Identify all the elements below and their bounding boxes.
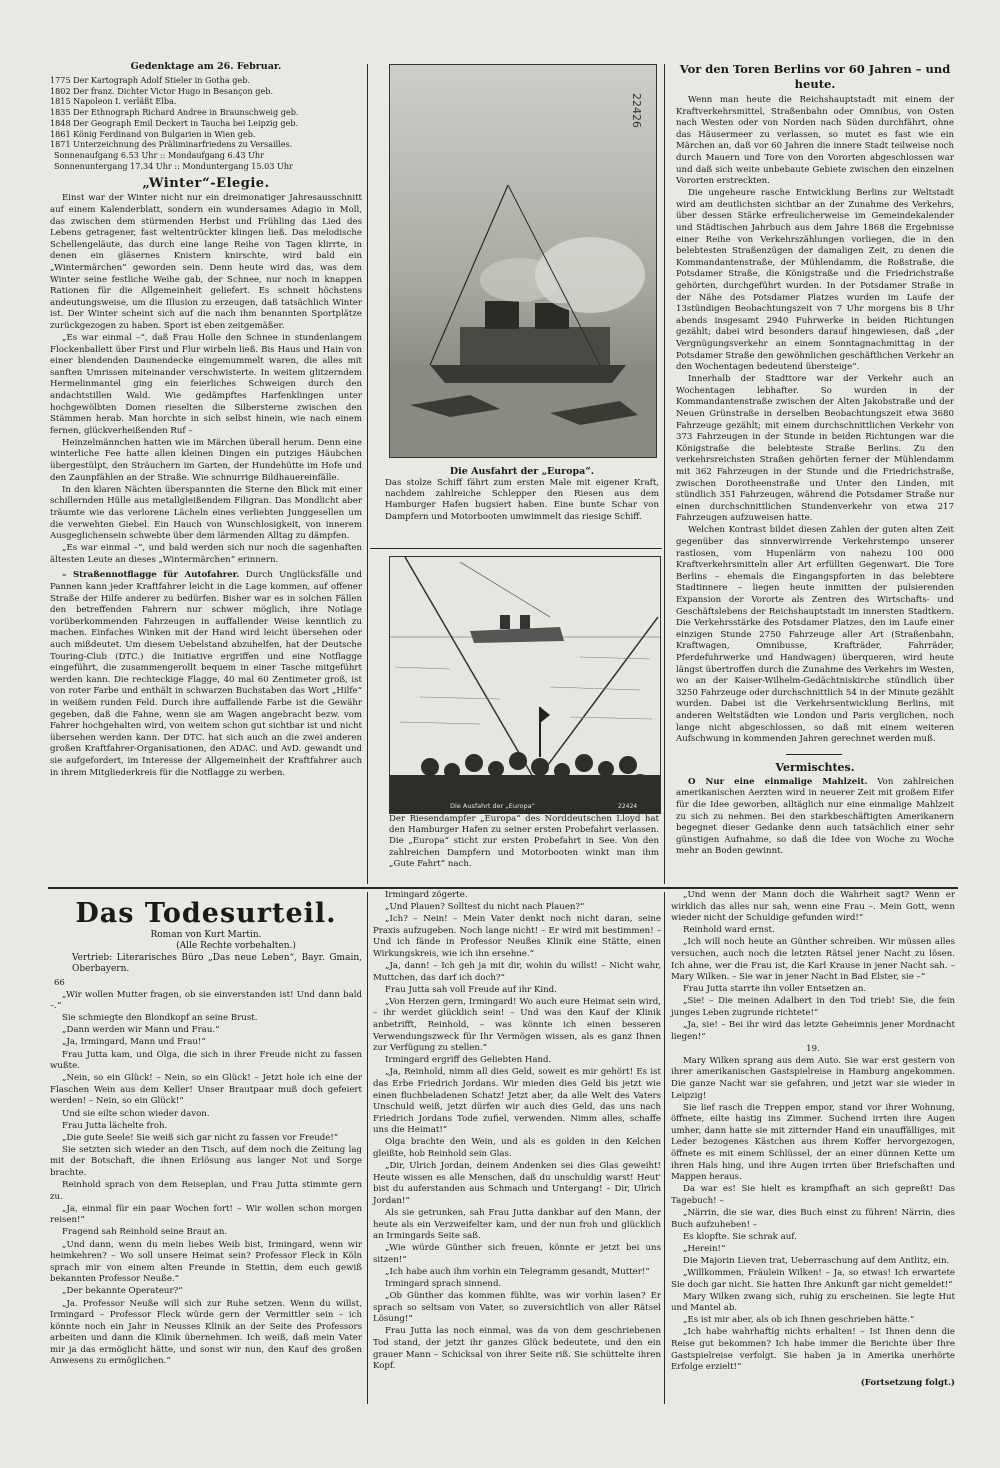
berlin-article-body — [676, 95, 954, 746]
misc-title: Vermischtes. — [775, 760, 855, 774]
winter-paragraph: In den klaren Nächten überspannten die Sterne den Blick mit einer schillernden Hülle aus metallgleißendem Filigran. Das Mondlicht aber träumte wie das verlorene Lächeln eines verliebten Junggesellen um die verwehten Giebel. Ein Hauch von Wunschlosigkeit, von innerem Ausgeglichensein schwebte über dem lärmenden Alltag zu dämpfen. — [50, 484, 362, 542]
middle-divider — [370, 548, 662, 549]
novel-paragraph: Da war es! Sie hielt es krampfhaft an sich gepreßt! Das Tagebuch! – — [671, 1184, 955, 1206]
novel-paragraph: Irmingard zögerte. — [385, 890, 468, 900]
ship-photo — [389, 64, 657, 458]
novel-paragraph: „Ich habe auch ihm vorhin ein Telegramm gesandt, Mutter!“ — [385, 1267, 650, 1277]
novel-title: Das Todesurteil. — [75, 898, 337, 929]
novel-paragraph: 19. — [806, 1043, 820, 1054]
novel-paragraph: Mary Wilken zwang sich, ruhig zu erscheinen. Sie legte Hut und Mantel ab. — [671, 1291, 955, 1314]
berlin-paragraph: Welchen Kontrast bildet diesen Zahlen der guten alten Zeit gegenüber das sinnverwirrende Verkehrstempo unserer rastlosen, vom Hupenlärm von nahezu 100 000 Kraftverkehrsmitteln aller Art erfüllten Gegenwart. Die Tore Berlins – ehemals die Eingangspforten in das belebtere Stadtinnere – liegen heute inmitten der pulsierenden Expansion der Vororte als Zentren des Wirtschafts- und Geschäftslebens der Reichshauptstadt im innersten Stadtkern. Die Verkehrsstärke des Potsdamer Platzes, den im Laufe einer einzigen Stunde 2750 Fahrzeuge aller Art (Straßenbahn, Kraftwagen, Omnibusse, Krafträder, Fahrräder, Pferdefuhrwerke und Handwagen) überqueren, wird heute längst übertroffen durch die Zunahme des Verkehrs im Westen, wo an der Kaiser-Wilhelm-Gedächtniskirche stündlich über 3250 Fahrzeuge oder durchschnittlich 54 in der Minute gezählt wurden. Dabei ist die Verkehrsentwicklung Berlins, mit anderen Weltstädten wie London und Paris verglichen, noch lange nicht abgeschlossen, so daß mit einem weiteren Aufschwung in kommenden Jahren gerechnet werden muß. — [676, 525, 954, 745]
photo-number: 22426 — [630, 93, 643, 128]
novel-paragraph: „Von Herzen gern, Irmingard! Wo auch eure Heimat sein wird, – ihr werdet glücklich sein! – Und was den Kauf der Klinik anbetrifft, Reinhold, – was könnte ich einen besseren Verwendungszweck für Ihr Vermögen wissen, als es ganz Ihnen zur Verfügung zu stellen.“ — [373, 996, 661, 1054]
novel-paragraph: Es klopfte. Sie schrak auf. — [683, 1231, 797, 1242]
novel-paragraph: Frau Jutta starrte ihn voller Entsetzen an. — [683, 984, 867, 995]
berlin-paragraph: Innerhalb der Stadttore war der Verkehr auch an Wochentagen lebhafter. So wurden in der Kommandantenstraße zwischen der Alten Jakobstraße und der Neuen Grünstraße in derselben Beobachtungszeit etwa 3680 Fahrzeuge gezählt; mit einem durchschnittlichen Verkehr von 373 Fahrzeugen in der Stunde in beiden Richtungen war die Königstraße die belebteste Straße Berlins. Zu den verkehrsreichsten Straßen gehörten ferner der Mühlendamm mit 362 Fahrzeugen in der Stunde und die Friedrichstraße, zwischen Dorotheenstraße und Unter den Linden, mit stündlich 351 Fahrzeugen, während die Potsdamer Straße nur einen durchschnittlichen Stundenverkehr von etwa 217 Fahrzeugen aufzuweisen hatte. — [676, 374, 954, 524]
calendar-entry: 1871 Unterzeichnung des Präliminarfriedens zu Versailles. — [50, 139, 293, 150]
novel-paragraph: „Wir wollen Mutter fragen, ob sie einverstanden ist! Und dann bald –.“ — [50, 989, 362, 1012]
novel-paragraph: Frau Jutta las noch einmal, was da von dem geschriebenen Tod stand, der jetzt ihr ganzes Glück bedeutete, und den ein grauer Mann – Schicksal von ihrer Seite riß. Sie schüttelte ihren Kopf. — [373, 1326, 661, 1372]
novel-paragraph: „Ja. Professor Neuße will sich zur Ruhe setzen. Wenn du willst, Irmingard – Professor Fleck würde gern der Vermittler sein – ich könnte noch ein Jahr in Neusses Klinik an der Seite des Professors arbeiten und dann die Klinik übernehmen. Ich weiß, daß mein Vater mir ja das ermöglicht hätte, und sonst wir nun, den Kauf des großen Anwesens zu ermöglichen.“ — [50, 1298, 362, 1367]
novel-paragraph: Und sie eilte schon wieder davon. — [62, 1108, 210, 1119]
novel-paragraph: Frau Jutta sah voll Freude auf ihr Kind. — [385, 984, 557, 995]
drawing-caption: Der Riesendampfer „Europa“ des Norddeutschen Lloyd hat den Hamburger Hafen zu seiner ersten Probefahrt verlassen. Die „Europa“ sticht zur ersten Probefahrt in See. Von den zahlreichen Dampfern und Motorbooten winkt man ihm „Gute Fahrt“ nach. — [389, 814, 659, 869]
novel-paragraph: „Und wenn der Mann doch die Wahrheit sagt? Wenn er wirklich das alles nur sah, wenn eine Frau –. Mein Gott, wenn wieder nicht der Schuldige gefunden wird!“ — [671, 890, 955, 924]
novel-paragraph: „Es ist mir aber, als ob ich Ihnen geschrieben hätte.“ — [683, 1315, 915, 1326]
calendar-entries — [50, 75, 362, 149]
novel-subtitle: Roman von Kurt Martin. — [150, 929, 262, 940]
drawing-label: Die Ausfahrt der „Europa“ — [450, 802, 535, 810]
misc-separator — [786, 754, 842, 755]
winter-paragraph: „Es war einmal –“, und bald werden sich nur noch die sagenhaften ältesten Leute an dieses „Wintermärchen“ erinnern. — [50, 543, 362, 565]
column-rule-1 — [367, 64, 368, 884]
berlin-paragraph: Wenn man heute die Reichshauptstadt mit einem der Kraftverkehrsmittel, Straßenbahn oder Omnibus, von Osten nach Westen oder von Norden nach Süden durchfährt, ohne das Häusermeer zu verlassen, so mutet es fast wie ein Märchen an, daß vor 60 Jahren die innere Stadt teilweise noch durch Mauern und Tore von den Vororten abgeschlossen war und daß sich weite unbebaute Gebiete zwischen den einzelnen Vororten erstreckten. — [676, 95, 954, 187]
novel-paragraph: „Ich habe wahrhaftig nichts erhalten! – Ist Ihnen denn die Reise gut bekommen? Ich habe immer die Berichte über Ihre Gastspielreise verfolgt. Sie haben ja in Amerika unerhörte Erfolge erzielt!“ — [671, 1327, 955, 1373]
column-rule-3 — [367, 892, 368, 1404]
winter-paragraph: Heinzelmännchen hatten wie im Märchen überall herum. Denn eine winterliche Fee hatte allen kleinen Dingen ein putziges Häubchen übergestülpt, den Sträuchern im Garten, der Hundehütte im Hofe und den Zaunpfählen an der Straße. Wie schnurrige Bildhauereinfälle. — [50, 437, 362, 483]
right-column — [676, 62, 954, 858]
calendar-entry: 1815 Napoleon I. verläßt Elba. — [50, 96, 177, 107]
novel-paragraph: Olga brachte den Wein, und als es golden in den Kelchen gleißte, hob Reinhold sein Glas. — [373, 1137, 661, 1160]
novel-paragraph: „Ja, Reinhold, nimm all dies Geld, soweit es mir gehört! Es ist das Erbe Friedrich Jordans. Wir mieden dies Geld bis jetzt wie einen fluchbeladenen Schatz! Jetzt aber, da alle Welt des Vaters Unschuld weiß, jetzt dürfen wir auch dies Geld, das uns nach Friedrich Jordans Tode zufiel, verwenden. Nimm alles, schaffe uns die Heimat!“ — [373, 1067, 661, 1136]
novel-paragraph: „Ob Günther das kommen fühlte, was wir vorhin lasen? Er sprach so seltsam von Vater, so zuversichtlich von aller Rätsel Lösung!“ — [373, 1291, 661, 1325]
calendar-heading: Gedenktage am 26. Februar. — [130, 61, 282, 72]
novel-paragraph: „Ja, sie! – Bei ihr wird das letzte Geheimnis jener Mordnacht liegen!“ — [671, 1020, 955, 1042]
novel-paragraph: „Und dann, wenn du mein liebes Weib bist, Irmingard, wenn wir heimkehren? – Wo soll unsere Heimat sein? Professor Fleck in Köln sprach mir von einem alten Freunde in Stettin, dem euch gewiß bekannten Professor Neuße.“ — [50, 1239, 362, 1285]
novel-paragraph: „Nein, so ein Glück! – Nein, so ein Glück! – Jetzt hole ich eine der Flaschen Wein aus dem Keller! Unser Brautpaar muß doch gefeiert werden! – Nein, so ein Glück!“ — [50, 1073, 362, 1107]
novel-column-2 — [373, 890, 661, 1373]
ship-drawing — [389, 556, 661, 814]
feuilleton-rule — [48, 887, 958, 889]
novel-column-1 — [50, 892, 362, 1369]
novel-paragraph: Reinhold sprach von dem Reiseplan, und Frau Jutta stimmte gern zu. — [50, 1180, 362, 1202]
column-rule-4 — [664, 892, 665, 1404]
novel-paragraph: „Wie würde Günther sich freuen, könnte er jetzt bei uns sitzen!“ — [373, 1243, 661, 1265]
novel-paragraph: Reinhold ward ernst. — [683, 925, 775, 936]
novel-paragraph: „Dann werden wir Mann und Frau.“ — [62, 1025, 220, 1036]
novel-paragraph: „Die gute Seele! Sie weiß sich gar nicht zu fassen vor Freude!“ — [62, 1132, 339, 1143]
calendar-entry: 1861 König Ferdinand von Bulgarien in Wien geb. — [50, 128, 256, 139]
winter-paragraph: Einst war der Winter nicht nur ein dreimonatiger Jahresausschnitt auf einem Kalenderblatt, sondern ein wundersames Adagio in Moll, das zwischen dem stürmenden Herbst und Frühling das Lied des Lebens getragener, fast weltentrückter klingen ließ. Das melodische Schellengeläute, das durch eine lange Reihe von Tagen klirrte, in denen ein gläsernes Knistern knirschte, wird bald ein „Wintermärchen“ geworden sein. Denn heute wird das, was dem Winter seine festliche Weihe gab, der Schnee, nur noch in knappen Rationen für die Allgemeinheit geliefert. Es schneit höchstens andeutungsweise, um die Illusion zu erzeugen, daß tatsächlich Winter ist. Der Winter scheint sich auf die nach ihm benannten Sportplätze zurückgezogen zu haben. Sport ist eben zeitgemäßer. — [50, 193, 362, 331]
novel-paragraph: „Ja, einmal für ein paar Wochen fort! – Wir wollen schon morgen reisen!“ — [50, 1203, 362, 1226]
sunrise-line: Sonnenaufgang 6.53 Uhr :: Mondaufgang 6.43 Uhr — [54, 149, 265, 160]
novel-col1-body — [50, 990, 362, 1369]
novel-paragraph: Die Majorin Lieven trat, Ueberraschung auf dem Antlitz, ein. — [683, 1255, 950, 1266]
novel-paragraph: Frau Jutta kam, und Olga, die sich in ihrer Freude nicht zu fassen wußte. — [50, 1049, 362, 1072]
drawing-number: 22424 — [618, 803, 638, 810]
novel-col3-body — [671, 890, 955, 1374]
departure-drawing-image — [390, 557, 660, 813]
column-rule-2 — [664, 64, 665, 884]
novel-paragraph: „Dir, Ulrich Jordan, deinem Andenken sei dies Glas geweiht! Heute wissen es alle Menschen, daß du unschuldig warst! Heut' bist du auferstanden aus Schmach und Untergang! – Dir, Ulrich Jordan!“ — [373, 1161, 661, 1206]
novel-paragraph: „Herein!“ — [683, 1243, 726, 1254]
berlin-title: Vor den Toren Berlins vor 60 Jahren – und heute. — [679, 62, 951, 91]
notflagge-body: Durch Unglücksfälle und Pannen kann jeder Kraftfahrer leicht in die Lage kommen, auf offener Straße der Hilfe anderer zu bedürfen. Bisher war es in solchen Fällen den betreffenden Fahrern nur schwer möglich, ihre Notlage vorüberkommenden Fahrzeugen in auffallender Weise kenntlich zu machen. Einfaches Winken mit der Hand wird leicht übersehen oder auch mißdeutet. Um diesem Uebelstand abzuhelfen, hat der Deutsche Touring-Club (DTC.) die Initiative ergriffen und eine Notflagge eingeführt, die zusammengerollt bequem in einer Tasche mitgeführt werden kann. Die rechteckige Flagge, 40 mal 60 Zentimeter groß, ist von roter Farbe und enthält in schwarzen Buchstaben das Wort „Hilfe“ in weißem runden Feld. Durch ihre auffallende Farbe ist die Gewähr gegeben, daß die Fahne, wenn sie am Wagen angebracht bezw. vom Fahrer hochgehalten wird, von weitem schon gut sichtbar ist und nicht übersehen werden kann. Der DTC. hat sich auch an die zwei anderen großen Kraftfahrer-Organisationen, den ADAC. und AvD. gewandt und sie aufgefordert, im Interesse der Allgemeinheit der Kraftfahrer auch in ihrem Mitgliederkreis für die Notflagge zu werben. — [50, 570, 363, 778]
novel-rights: (Alle Rechte vorbehalten.) — [176, 941, 296, 952]
berlin-paragraph: Die ungeheure rasche Entwicklung Berlins zur Weltstadt wird am deutlichsten sichtbar an der Zunahme des Verkehrs, über dessen Stärke erfreulicherweise im Gemeindekalender und Städtischen Jahrbuch aus dem Jahre 1868 die Ergebnisse einer Reihe von Verkehrszählungen vorliegen, die in den belebtesten Straßenzügen der damaligen Zeit, zu denen die Kommandantenstraße, der Mühlendamm, die Roßstraße, die Potsdamer Straße, die Königstraße und die Friedrichstraße gehörten, durchgeführt wurden. In der Potsdamer Straße in der Nähe des Potsdamer Platzes wurden im Laufe der 13stündigen Beobachtungszeit von 7 Uhr morgens bis 8 Uhr abends insgesamt 2940 Fuhrwerke in beiden Richtungen gezählt; dabei wird besonders darauf hingewiesen, daß „der Vergnügungsverkehr an einem Sonntagnachmittag in der Potsdamer Straße den gewöhnlichen geschäftlichen Verkehr an den Wochentagen bedeutend übersteige“. — [676, 188, 954, 373]
novel-paragraph: „Der bekannte Operateur?“ — [62, 1286, 183, 1297]
novel-continued: (Fortsetzung folgt.) — [860, 1377, 955, 1388]
novel-paragraph: „Ja, dann! – Ich geh ja mit dir, wohin du willst! – Nicht wahr, Muttchen, das darf ich doch?“ — [373, 961, 661, 983]
calendar-entry: 1835 Der Ethnograph Richard Andree in Braunschweig geb. — [50, 107, 299, 118]
calendar-entry: 1775 Der Kartograph Adolf Stieler in Gotha geb. — [50, 75, 250, 85]
notflagge-paragraph — [50, 570, 362, 779]
photo-caption-text: Das stolze Schiff fährt zum ersten Male mit eigener Kraft, nachdem zahlreiche Schlepper den Riesen aus dem Hamburger Hafen bugsiert haben. Eine bunte Schar von Dampfern und Motorbooten umwimmelt das riesige Schiff. — [385, 478, 659, 522]
misc-body: Von zahlreichen amerikanischen Aerzten wird in neuerer Zeit mit großem Eifer für die Idee geworben, alltäglich nur eine einmalige Mahlzeit zu sich zu nehmen. Bei den starkbeschäftigten Amerikanern begegnet dieser Gedanke denn auch tatsächlich einer sehr günstigen Aufnahme, so daß die Idee von Woche zu Woche mehr an Boden gewinnt. — [676, 776, 954, 857]
photo-caption — [385, 466, 659, 523]
novel-vertrieb: Vertrieb: Literarisches Büro „Das neue Leben“, Bayr. Gmain, Oberbayern. — [72, 952, 362, 975]
calendar-entry: 1848 Der Geograph Emil Deckert in Taucha bei Leipzig geb. — [50, 117, 299, 128]
winter-article-body — [50, 193, 362, 566]
misc-paragraph — [676, 777, 954, 858]
calendar-entry: 1802 Der franz. Dichter Victor Hugo in Besançon geb. — [50, 85, 274, 96]
winter-paragraph: „Es war einmal –“, daß Frau Holle den Schnee in stundenlangem Flockenballett über First und Flur wirbeln ließ. Bis Haus und Hain von einer blendenden Daunendecke eingemummelt waren, die alles mit sanften Umrissen miteinander verschwisterte. In weitem glitzerndem Hermelinmantel ging ein feierliches Schweigen durch den andachtstillen Wald. Wie gedämpftes Harfenklingen unter hochgewölbten Domen rieselten die Silbersterne zwischen den Stämmen herab. Man horchte in sich selbst hinein, wie nach einem fernen, glückverheißenden Ruf – — [50, 333, 362, 436]
novel-paragraph: „Willkommen, Fräulein Wilken! – Ja, so etwas! Ich erwartete Sie doch gar nicht. Sie hatten Ihre Ankunft gar nicht gemeldet!“ — [671, 1268, 955, 1290]
novel-paragraph: Irmingard ergriff des Geliebten Hand. — [385, 1055, 552, 1066]
novel-paragraph: „Und Plauen? Solltest du nicht nach Plauen?“ — [385, 902, 585, 913]
novel-paragraph: „Ich? – Nein! – Mein Vater denkt noch nicht daran, seine Praxis aufzugeben. Noch lange nicht! – Er wird mit bestimmen! – Und ich fände in Professor Neußes Klinik eine Stätte, einen Wirkungskreis, wie ich ihn ersehne.“ — [373, 914, 661, 959]
novel-paragraph: „Ich will noch heute an Günther schreiben. Wir müssen alles versuchen, auch noch die letzten Rätsel jener Nacht zu lösen. Ich ahne, wer die Frau ist, die Karl Krause in jener Nacht sah. – Mary Wilken. – Sie war in jener Nacht in Bad Elster, sie –“ — [671, 937, 955, 983]
novel-paragraph: „Sie! – Die meinen Adalbert in den Tod trieb! Sie, die fein junges Leben zugrunde richtete!“ — [671, 996, 955, 1018]
novel-paragraph: „Närrin, die sie war, dies Buch einst zu führen! Närrin, dies Buch aufzuheben! – — [671, 1208, 955, 1230]
novel-paragraph: Fragend sah Reinhold seine Braut an. — [62, 1227, 228, 1238]
ocean-liner-photo-image — [390, 65, 656, 457]
novel-paragraph: Irmingard sprach sinnend. — [385, 1279, 502, 1290]
novel-paragraph: Sie setzten sich wieder an den Tisch, auf dem noch die Zeitung lag mit der Botschaft, die ihnen Erlösung aus langer Not und Sorge brachte. — [50, 1144, 362, 1178]
photo-caption-title: Die Ausfahrt der „Europa“. — [449, 466, 595, 477]
winter-title: „Winter“-Elegie. — [142, 175, 270, 191]
notflagge-lead: – Straßennotflagge für Autofahrer. — [62, 570, 240, 581]
misc-lead: O Nur eine einmalige Mahlzeit. — [688, 776, 868, 787]
novel-paragraph: Mary Wilken sprang aus dem Auto. Sie war erst gestern von ihrer amerikanischen Gastspielreise in Hamburg angekommen. Die ganze Nacht war sie gefahren, und jetzt war sie wieder in Leipzig! — [671, 1055, 955, 1101]
novel-paragraph: Sie lief rasch die Treppen empor, stand vor ihrer Wohnung, öffnete, eilte hastig ins Zimmer. Suchend irrten ihre Augen umher, dann hatte sie mit zitternder Hand ein unauffälliges, mit Leder bezogenes Kästchen aus ihrem Koffer hervorgezogen, öffnete es mit einem Schlüssel, der an einer dünnen Kette um ihren Hals hing, und ihre Augen irrten über Briefschaften und Mappen heraus. — [671, 1102, 955, 1183]
novel-column-3 — [671, 890, 955, 1389]
calendar-box — [50, 60, 362, 171]
novel-number: 66 — [54, 977, 65, 988]
novel-paragraph: „Ja, Irmingard, Mann und Frau!“ — [62, 1037, 206, 1048]
left-column — [50, 60, 362, 780]
novel-paragraph: Sie schmiegte den Blondkopf an seine Brust. — [62, 1013, 258, 1024]
sunset-line: Sonnenuntergang 17.34 Uhr :: Monduntergang 15.03 Uhr — [54, 160, 293, 171]
novel-paragraph: Als sie getrunken, sah Frau Jutta dankbar auf den Mann, der heute als ein Verzweifelter kam, und der nun froh und glücklich an Irmingards Seite saß. — [373, 1208, 661, 1242]
novel-paragraph: Frau Jutta lächelte froh. — [62, 1120, 168, 1131]
